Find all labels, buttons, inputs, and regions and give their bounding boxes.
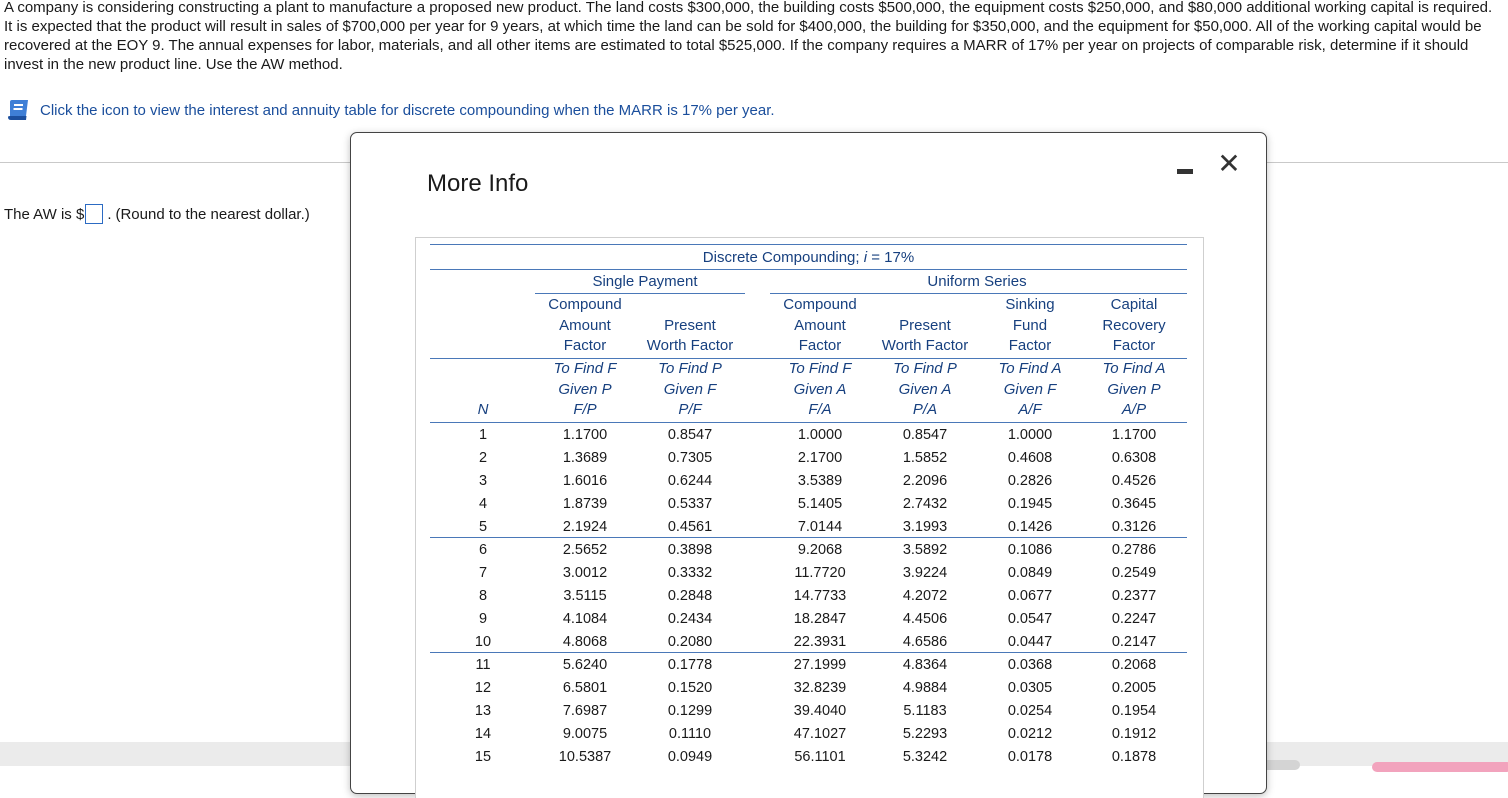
cell-af: 0.0447	[1007, 634, 1053, 650]
cell-n: 6	[478, 542, 488, 558]
cell-ap: 0.2786	[1111, 542, 1157, 558]
cell-pa: 4.6586	[902, 634, 948, 650]
cell-n: 1	[478, 427, 488, 443]
more-info-dialog	[350, 132, 1267, 794]
group-uniform-series: Uniform Series	[927, 273, 1027, 290]
cell-fp: 1.3689	[562, 450, 608, 466]
cell-fp: 9.0075	[562, 726, 608, 742]
cell-af: 0.4608	[1007, 450, 1053, 466]
cell-pa: 1.5852	[902, 450, 948, 466]
cell-af: 0.0212	[1007, 726, 1053, 742]
cell-ap: 0.2247	[1111, 611, 1157, 627]
table-row	[430, 608, 1187, 631]
cell-ap: 0.2377	[1111, 588, 1157, 604]
cell-af: 0.0305	[1007, 680, 1053, 696]
cell-pf: 0.6244	[667, 473, 713, 489]
col-header-af: Sinking Fund Factor	[1005, 296, 1055, 354]
cell-af: 1.0000	[1007, 427, 1053, 443]
primary-button[interactable]	[1372, 762, 1508, 772]
table-row	[430, 654, 1187, 677]
cell-ap: 1.1700	[1111, 427, 1157, 443]
cell-fp: 5.6240	[562, 657, 608, 673]
problem-statement: A company is considering constructing a plant to manufacture a proposed new product. The land costs $300,000, the building costs $500,000, the equipment costs $250,000, and $80,000 additional working capital is required. It is expected that the product will result in sales of $700,000 per year for 9 years, at which time the land can be sold for $400,000, the building for $350,000, and the equipment for $50,000. All of the working capital would be recovered at the EOY 9. The annual expenses for labor, materials, and all other items are estimated to total $525,000. If the company requires a MARR of 17% per year on projects of comparable risk, determine if it should invest in the new product line. Use the AW method.	[4, 0, 1493, 73]
cell-n: 7	[478, 565, 488, 581]
cell-fa: 2.1700	[797, 450, 843, 466]
cell-pa: 5.2293	[902, 726, 948, 742]
col-header-ap: Capital Recovery Factor	[1102, 296, 1166, 354]
col-sub-pa: To Find P Given A P/A	[893, 360, 957, 418]
table-row	[430, 447, 1187, 470]
col-sub-pf: To Find P Given F P/F	[658, 360, 722, 418]
cell-n: 14	[474, 726, 492, 742]
col-header-pf: Present Worth Factor	[646, 316, 734, 354]
table-row	[430, 631, 1187, 654]
cell-pa: 3.9224	[902, 565, 948, 581]
rule	[770, 293, 1187, 294]
table-row	[430, 424, 1187, 447]
cell-ap: 0.3645	[1111, 496, 1157, 512]
cell-ap: 0.2005	[1111, 680, 1157, 696]
cell-ap: 0.1912	[1111, 726, 1157, 742]
cell-ap: 0.1954	[1111, 703, 1157, 719]
cell-pa: 4.4506	[902, 611, 948, 627]
col-sub-fa: To Find F Given A F/A	[788, 360, 852, 418]
cell-pf: 0.2848	[667, 588, 713, 604]
aw-answer-input[interactable]	[85, 204, 103, 224]
cell-pa: 0.8547	[902, 427, 948, 443]
cell-pf: 0.1110	[668, 726, 712, 742]
cell-pf: 0.1520	[667, 680, 713, 696]
cell-fa: 47.1027	[793, 726, 847, 742]
cell-pf: 0.2434	[667, 611, 713, 627]
cell-ap: 0.4526	[1111, 473, 1157, 489]
col-sub-fp: To Find F Given P F/P	[553, 360, 617, 418]
rule	[430, 244, 1187, 245]
cell-pa: 2.2096	[902, 473, 948, 489]
cell-fa: 22.3931	[793, 634, 847, 650]
cell-pf: 0.4561	[667, 519, 713, 535]
cell-fa: 14.7733	[793, 588, 847, 604]
table-panel	[415, 237, 1204, 798]
cell-fa: 32.8239	[793, 680, 847, 696]
table-title: Discrete Compounding; i = 17%	[702, 249, 915, 266]
cell-pa: 3.5892	[902, 542, 948, 558]
table-row	[430, 470, 1187, 493]
table-row	[430, 516, 1187, 539]
rule	[430, 422, 1187, 423]
cell-pa: 4.8364	[902, 657, 948, 673]
close-icon[interactable]: ✕	[1217, 148, 1241, 179]
answer-period: .	[107, 205, 112, 223]
cell-fa: 39.4040	[793, 703, 847, 719]
cell-n: 10	[474, 634, 492, 650]
cell-af: 0.1945	[1007, 496, 1053, 512]
answer-note: (Round to the nearest dollar.)	[115, 205, 310, 223]
cell-pf: 0.1778	[667, 657, 713, 673]
cell-pa: 4.2072	[902, 588, 948, 604]
cell-af: 0.0849	[1007, 565, 1053, 581]
cell-pf: 0.1299	[667, 703, 713, 719]
table-row	[430, 493, 1187, 516]
cell-fa: 27.1999	[793, 657, 847, 673]
cell-af: 0.0254	[1007, 703, 1053, 719]
cell-pa: 5.1183	[903, 703, 947, 719]
cell-fp: 2.1924	[562, 519, 608, 535]
cell-n: 11	[475, 657, 491, 673]
cell-n: 4	[478, 496, 488, 512]
cell-pf: 0.7305	[667, 450, 713, 466]
cell-fp: 1.6016	[562, 473, 608, 489]
cell-af: 0.2826	[1007, 473, 1053, 489]
cell-af: 0.0547	[1007, 611, 1053, 627]
cell-n: 8	[478, 588, 488, 604]
cell-pf: 0.8547	[667, 427, 713, 443]
cell-n: 5	[478, 519, 488, 535]
cell-fa: 1.0000	[797, 427, 843, 443]
cell-af: 0.1086	[1007, 542, 1053, 558]
col-header-fp: Compound Amount Factor	[548, 296, 622, 354]
table-row	[430, 677, 1187, 700]
cell-ap: 0.6308	[1111, 450, 1157, 466]
cell-fp: 3.0012	[562, 565, 608, 581]
col-header-n: N	[477, 401, 489, 418]
cell-pf: 0.2080	[667, 634, 713, 650]
table-row	[430, 539, 1187, 562]
cell-fp: 7.6987	[562, 703, 608, 719]
cell-pf: 0.3332	[667, 565, 713, 581]
table-row	[430, 562, 1187, 585]
group-single-payment: Single Payment	[592, 273, 698, 290]
cell-pf: 0.0949	[667, 749, 713, 765]
answer-prefix: The AW is $	[4, 205, 85, 223]
cell-fa: 9.2068	[797, 542, 843, 558]
table-row	[430, 585, 1187, 608]
cell-pf: 0.5337	[667, 496, 713, 512]
col-header-fa: Compound Amount Factor	[783, 296, 857, 354]
cell-fa: 7.0144	[797, 519, 843, 535]
col-sub-ap: To Find A Given P A/P	[1102, 360, 1166, 418]
cell-fp: 10.5387	[558, 749, 612, 765]
cell-af: 0.0677	[1007, 588, 1053, 604]
cell-n: 13	[474, 703, 492, 719]
cell-af: 0.0368	[1007, 657, 1053, 673]
cell-fp: 2.5652	[562, 542, 608, 558]
cell-n: 12	[474, 680, 492, 696]
cell-ap: 0.2147	[1111, 634, 1157, 650]
cell-fa: 18.2847	[793, 611, 847, 627]
cell-n: 9	[478, 611, 488, 627]
cell-pa: 4.9884	[902, 680, 948, 696]
dialog-title: More Info	[427, 170, 529, 197]
cell-fp: 3.5115	[563, 588, 607, 604]
cell-fa: 5.1405	[797, 496, 843, 512]
cell-n: 3	[478, 473, 488, 489]
cell-fa: 56.1101	[794, 749, 846, 765]
cell-n: 15	[474, 749, 492, 765]
cell-pa: 5.3242	[902, 749, 948, 765]
col-header-pa: Present Worth Factor	[881, 316, 969, 354]
cell-pa: 2.7432	[902, 496, 948, 512]
cell-fa: 11.7720	[794, 565, 846, 581]
cell-fa: 3.5389	[797, 473, 843, 489]
table-hint-link[interactable]	[6, 99, 775, 121]
table-row	[430, 723, 1187, 746]
col-sub-af: To Find A Given F A/F	[998, 360, 1062, 418]
answer-line	[4, 204, 310, 224]
secondary-button[interactable]	[1262, 760, 1300, 770]
cell-n: 2	[478, 450, 488, 466]
minimize-icon[interactable]	[1177, 163, 1193, 179]
cell-fp: 1.1700	[562, 427, 608, 443]
book-icon[interactable]	[6, 99, 32, 121]
cell-fp: 6.5801	[562, 680, 608, 696]
cell-ap: 0.2549	[1111, 565, 1157, 581]
cell-ap: 0.3126	[1111, 519, 1157, 535]
hint-text[interactable]: Click the icon to view the interest and annuity table for discrete compounding when the MARR is 17% per year.	[40, 101, 775, 119]
rule	[430, 269, 1187, 270]
table-row	[430, 700, 1187, 723]
cell-fp: 4.8068	[562, 634, 608, 650]
cell-pf: 0.3898	[667, 542, 713, 558]
cell-fp: 1.8739	[562, 496, 608, 512]
cell-af: 0.1426	[1007, 519, 1053, 535]
cell-af: 0.0178	[1007, 749, 1053, 765]
cell-ap: 0.1878	[1111, 749, 1157, 765]
cell-pa: 3.1993	[902, 519, 948, 535]
cell-fp: 4.1084	[562, 611, 608, 627]
cell-ap: 0.2068	[1111, 657, 1157, 673]
rule	[535, 293, 745, 294]
